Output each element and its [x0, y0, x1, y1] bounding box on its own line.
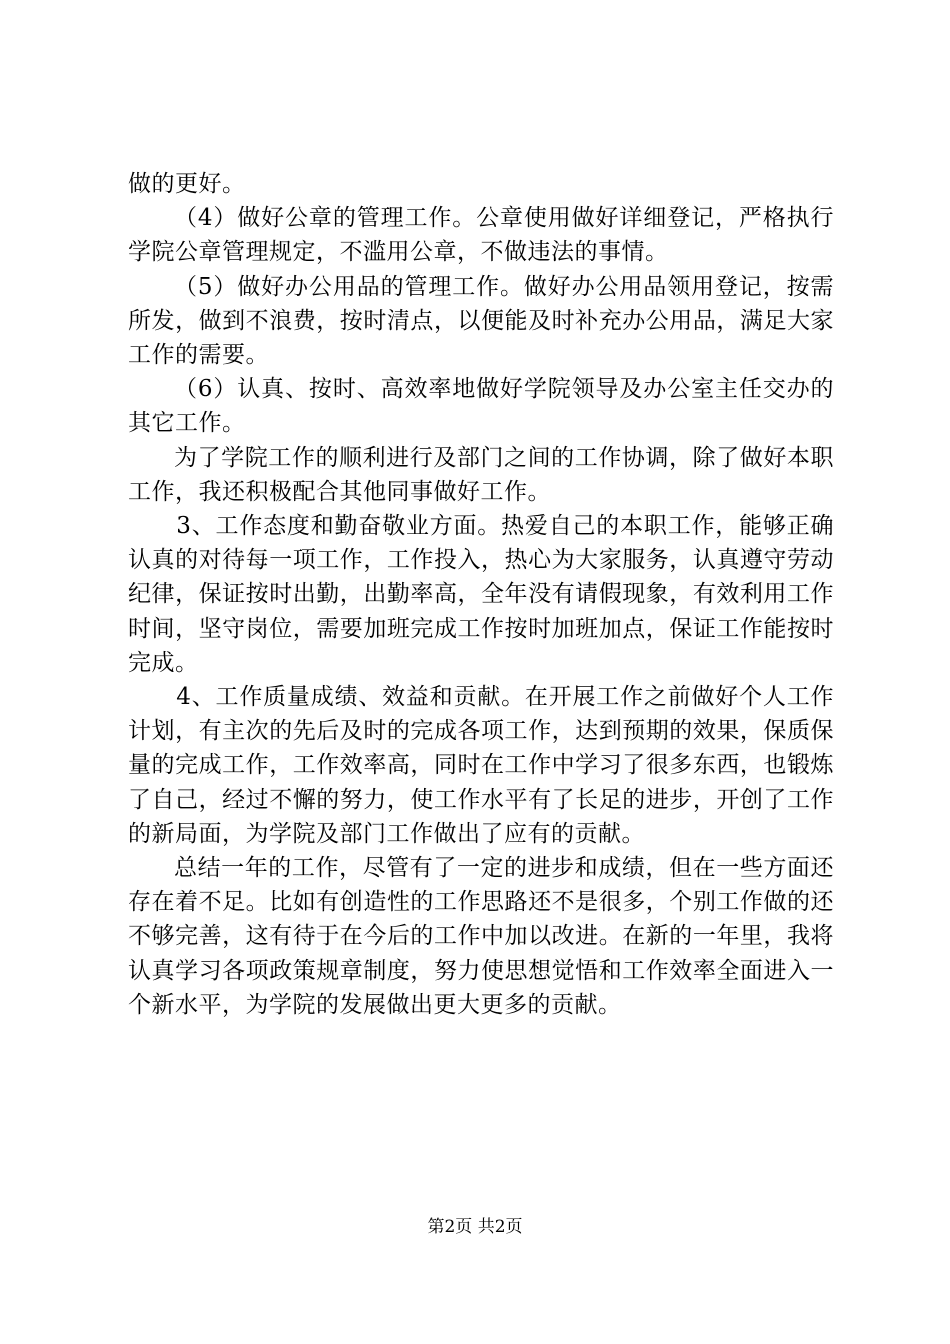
document-body: [128, 167, 834, 1022]
paragraph-other-tasks: （6）认真、按时、高效率地做好学院领导及办公室主任交办的其它工作。: [128, 376, 834, 437]
paragraph-cooperation: 为了学院工作的顺利进行及部门之间的工作协调，除了做好本职工作，我还积极配合其他同事做好工作。: [128, 444, 834, 505]
paragraph-work-attitude: 3、工作态度和勤奋敬业方面。热爱自己的本职工作，能够正确认真的对待每一项工作，工作投入，热心为大家服务，认真遵守劳动纪律，保证按时出勤，出勤率高，全年没有请假现象，有效利用工作时间，坚守岗位，需要加班完成工作按时加班加点，保证工作能按时完成。: [128, 513, 834, 676]
paragraph-continuation: 做的更好。: [128, 171, 246, 197]
paragraph-office-supplies: （5）做好办公用品的管理工作。做好办公用品领用登记，按需所发，做到不浪费，按时清点，以便能及时补充办公用品，满足大家工作的需要。: [128, 273, 834, 369]
paragraph-seal-management: （4）做好公章的管理工作。公章使用做好详细登记，严格执行学院公章管理规定，不滥用公章，不做违法的事情。: [128, 205, 834, 266]
paragraph-work-quality: 4、工作质量成绩、效益和贡献。在开展工作之前做好个人工作计划，有主次的先后及时的完成各项工作，达到预期的效果，保质保量的完成工作，工作效率高，同时在工作中学习了很多东西，也锻炼了自己，经过不懈的努力，使工作水平有了长足的进步，开创了工作的新局面，为学院及部门工作做出了应有的贡献。: [128, 684, 834, 847]
page-number-footer: 第2页 共2页: [427, 1217, 523, 1237]
paragraph-summary: 总结一年的工作，尽管有了一定的进步和成绩，但在一些方面还存在着不足。比如有创造性的工作思路还不是很多，个别工作做的还不够完善，这有待于在今后的工作中加以改进。在新的一年里，我将认真学习各项政策规章制度，努力使思想觉悟和工作效率全面进入一个新水平，为学院的发展做出更大更多的贡献。: [128, 855, 834, 1018]
